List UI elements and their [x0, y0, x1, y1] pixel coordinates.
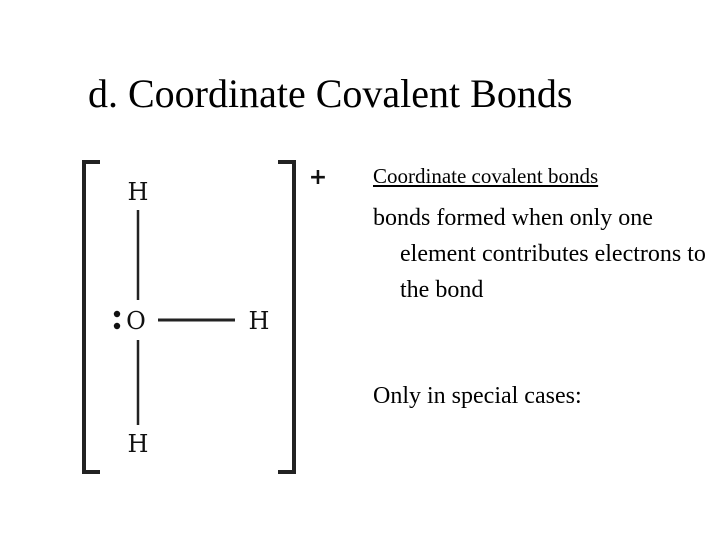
left-bracket [84, 162, 100, 472]
hydronium-lewis-structure [60, 140, 350, 500]
atom-h-bottom: H [127, 430, 149, 458]
right-bracket [278, 162, 294, 472]
subheading: Coordinate covalent bonds [373, 164, 599, 188]
atom-o-center: O [126, 307, 146, 335]
slide-title: d. Coordinate Covalent Bonds [88, 71, 573, 116]
text-column [373, 162, 713, 308]
special-cases-note: Only in special cases: [373, 383, 582, 409]
atom-h-right: H [248, 307, 270, 335]
lone-pair-electron [114, 311, 120, 317]
definition-text: bonds formed when only one element contributes electrons to the bond [373, 205, 706, 303]
atom-h-top: H [127, 178, 149, 206]
lone-pair-electron [114, 323, 120, 329]
positive-charge: + [308, 165, 328, 190]
